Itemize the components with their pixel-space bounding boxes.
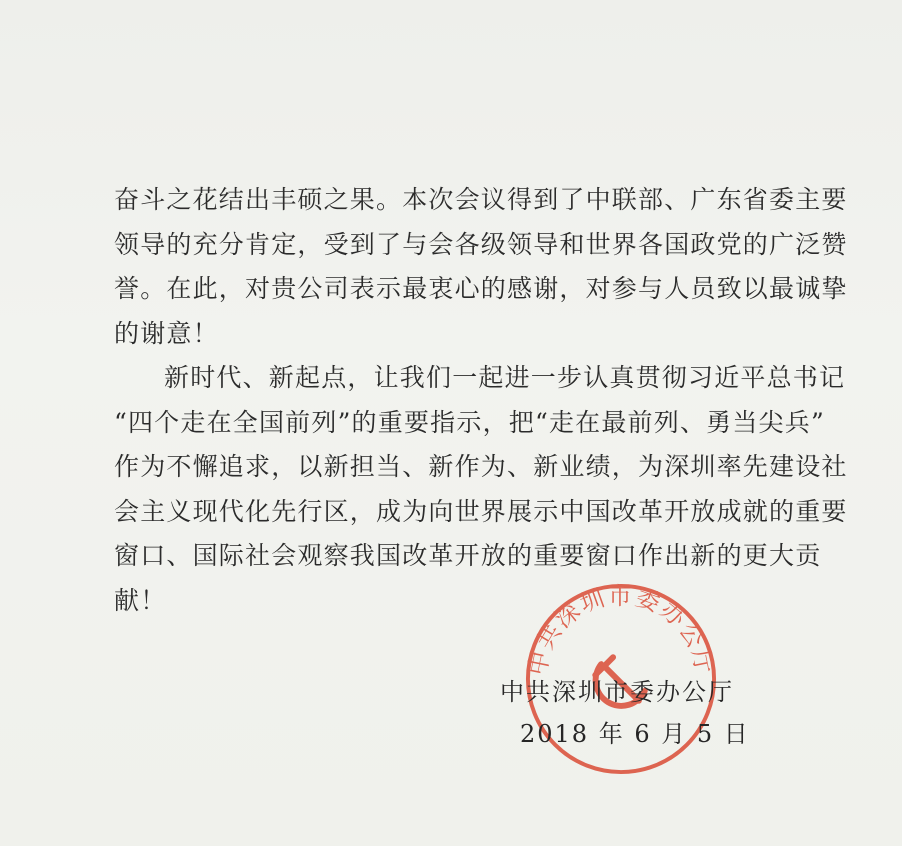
seal-text <box>523 582 719 678</box>
letter-line: 作为不懈追求，以新担当、新作为、新业绩，为深圳率先建设社 <box>114 452 848 481</box>
letter-line: 誉。在此，对贵公司表示最衷心的感谢，对参与人员致以最诚挚 <box>114 274 848 303</box>
letter-line: 献！ <box>114 585 167 615</box>
letter-line: “四个走在全国前列”的重要指示，把“走在最前列、勇当尖兵” <box>114 407 825 437</box>
letter-line: 窗口、国际社会观察我国改革开放的重要窗口作出新的更大贡 <box>114 541 822 570</box>
paragraph-start-line: 新时代、新起点，让我们一起进一步认真贯彻习近平总书记 <box>164 363 846 392</box>
signing-organization: 中共深圳市委办公厅 <box>500 678 734 706</box>
letter-line: 会主义现代化先行区，成为向世界展示中国改革开放成就的重要 <box>114 496 848 526</box>
letter-line: 的谢意！ <box>114 318 219 348</box>
signing-date: 2018 年 6 月 5 日 <box>520 720 750 748</box>
letter-line: 奋斗之花结出丰硕之果。本次会议得到了中联部、广东省委主要 <box>114 185 848 214</box>
seal-text-path: 中共深圳市委办公厅 <box>523 581 719 678</box>
letter-body <box>114 178 848 623</box>
letter-line: 领导的充分肯定，受到了与会各级领导和世界各国政党的广泛赞 <box>114 229 848 259</box>
